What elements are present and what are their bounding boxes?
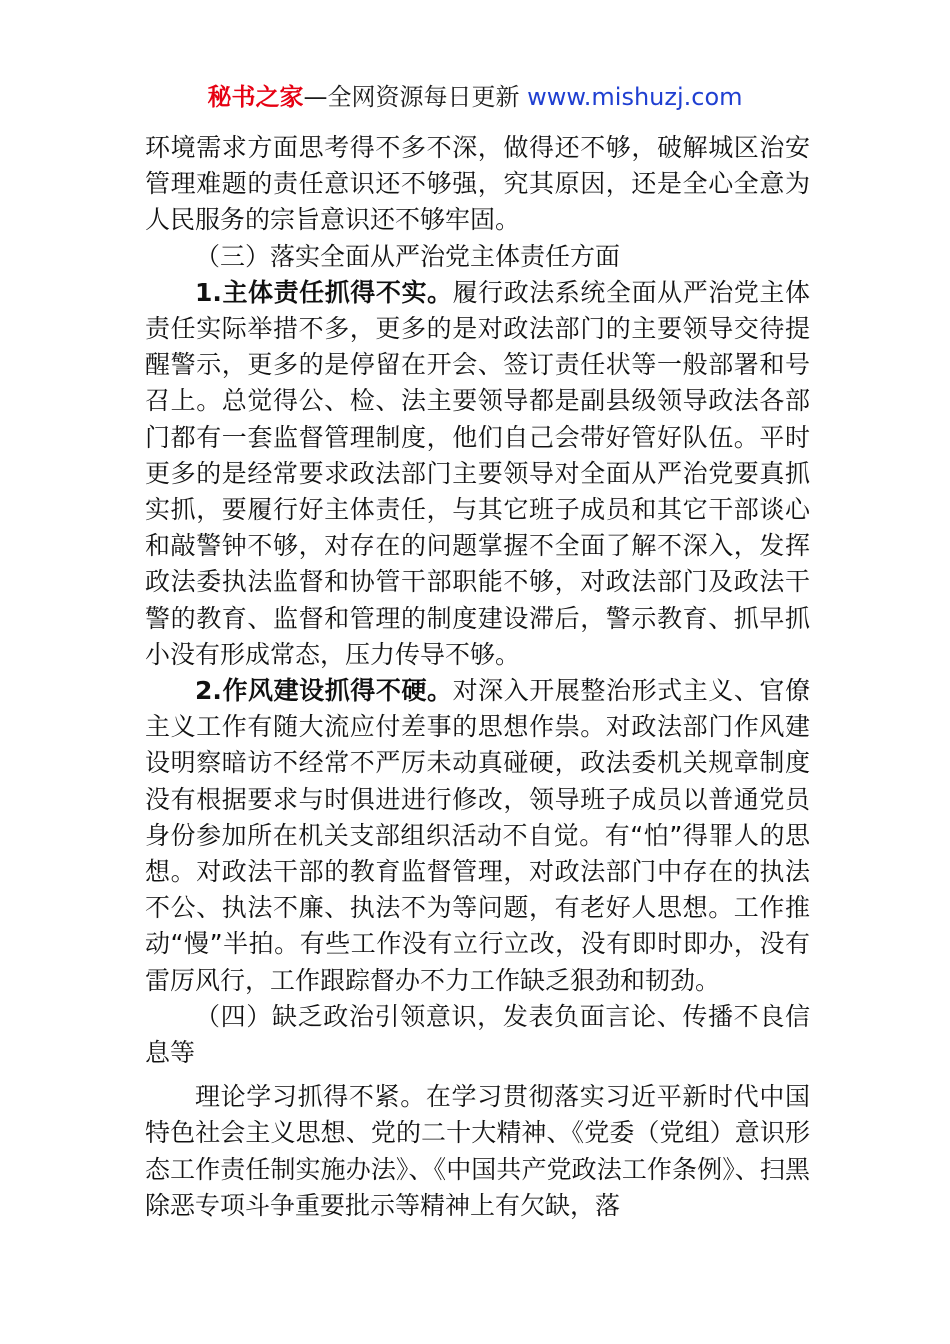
document-body (145, 130, 810, 1224)
header-url[interactable]: www.mishuzj.com (527, 83, 743, 111)
paragraph-continued: 环境需求方面思考得不多不深，做得还不够，破解城区治安管理难题的责任意识还不够强，究其原因，还是全心全意为人民服务的宗旨意识还不够牢固。 (145, 133, 810, 235)
paragraph-theory-study: 理论学习抓得不紧。在学习贯彻落实习近平新时代中国特色社会主义思想、党的二十大精神、《党委（党组）意识形态工作责任制实施办法》、《中国共产党政法工作条例》、扫黑除恶专项斗争重要批示等精神上有欠缺，落 (145, 1082, 810, 1220)
item-1-text: 履行政法系统全面从严治党主体责任实际举措不多，更多的是对政法部门的主要领导交待提醒警示，更多的是停留在开会、签订责任状等一般部署和号召上。总觉得公、检、法主要领导都是副县级领导政法各部门都有一套监督管理制度，他们自己会带好管好队伍。平时更多的是经常要求政法部门主要领导对全面从严治党要真抓实抓，要履行好主体责任，与其它班子成员和其它干部谈心和敲警钟不够，对存在的问题掌握不全面了解不深入，发挥政法委执法监督和协管干部职能不够，对政法部门及政法干警的教育、监督和管理的制度建设滞后，警示教育、抓早抓小没有形成常态，压力传导不够。 (145, 277, 810, 669)
page-header (0, 82, 950, 112)
item-1-paragraph (145, 275, 810, 673)
section-heading-4: （四）缺乏政治引领意识，发表负面言论、传播不良信息等 (145, 1001, 810, 1068)
header-tagline: —全网资源每日更新 (303, 83, 528, 111)
item-1-title: 1.主体责任抓得不实。 (195, 277, 453, 307)
section-heading-3: （三）落实全面从严治党主体责任方面 (195, 241, 621, 271)
item-2-title: 2.作风建设抓得不硬。 (195, 676, 453, 706)
item-2-text: 对深入开展整治形式主义、官僚主义工作有随大流应付差事的思想作祟。对政法部门作风建设明察暗访不经常不严厉未动真碰硬，政法委机关规章制度没有根据要求与时俱进进行修改，领导班子成员以普通党员身份参加所在机关支部组织活动不自觉。有“怕”得罪人的思想。对政法干部的教育监督管理，对政法部门中存在的执法不公、执法不廉、执法不为等问题，有老好人思想。工作推动“慢”半拍。有些工作没有立行立改，没有即时即办，没有雷厉风行，工作跟踪督办不力工作缺乏狠劲和韧劲。 (145, 676, 810, 995)
brand-name: 秘书之家 (207, 83, 304, 111)
item-2-paragraph (145, 673, 810, 999)
